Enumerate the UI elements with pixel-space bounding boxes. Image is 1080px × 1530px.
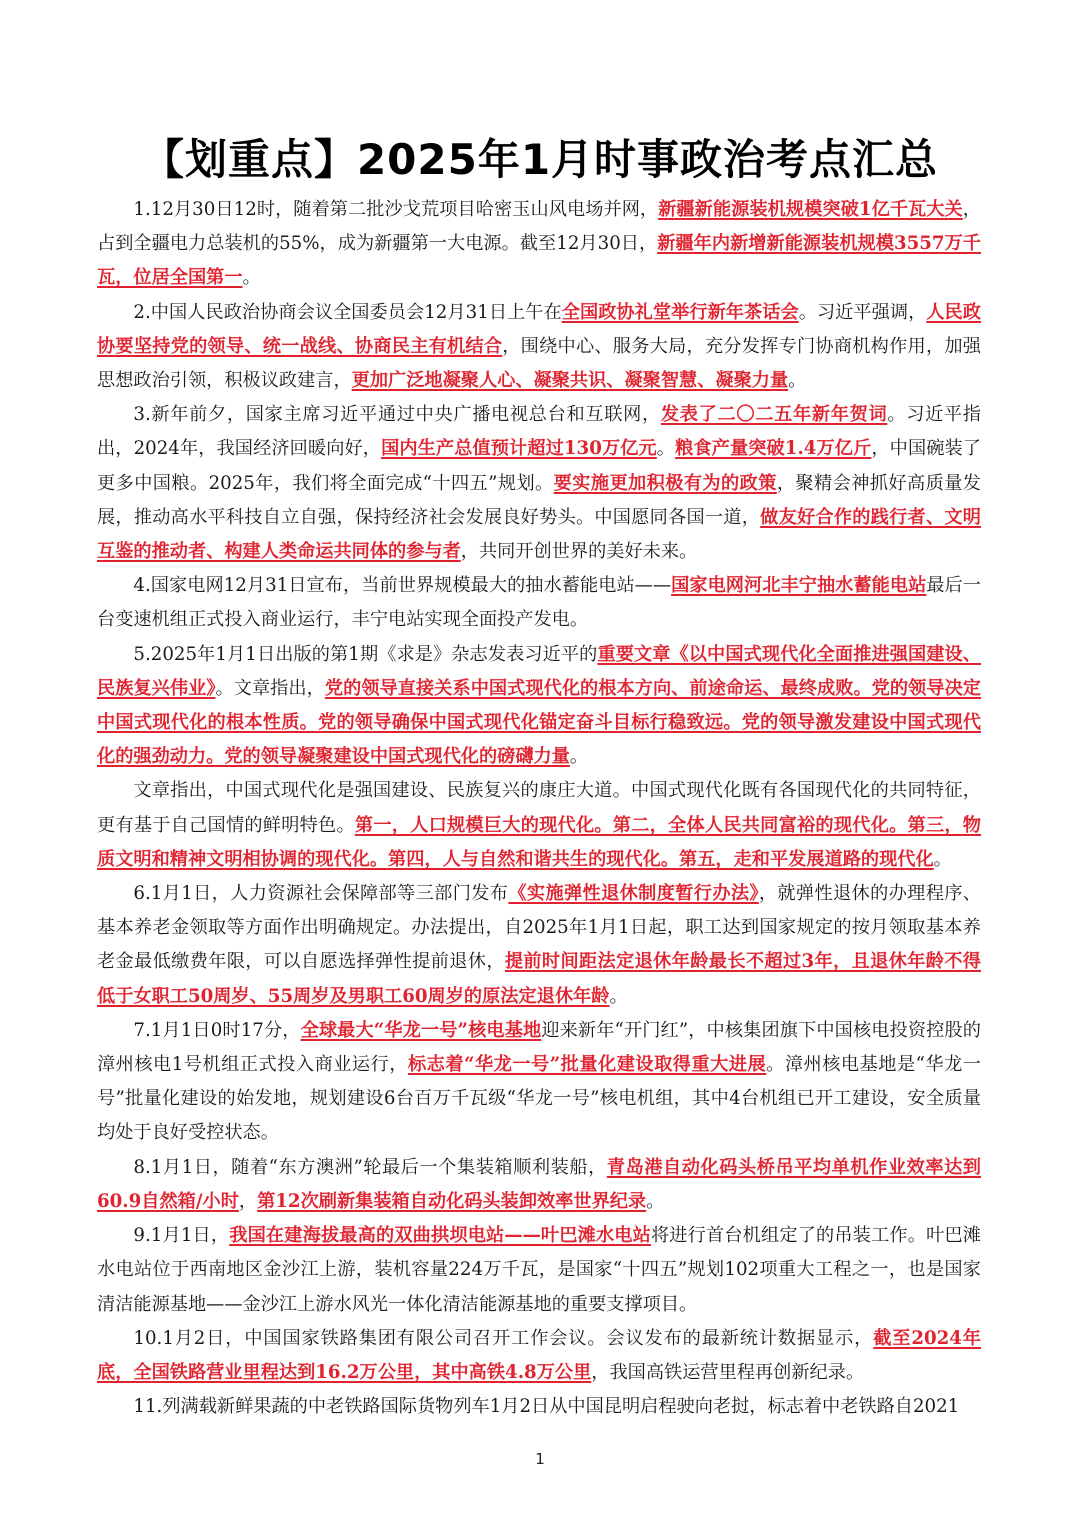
body-text: 。 [646,1190,665,1212]
body-text: 5.2025年1月1日出版的第1期《求是》杂志发表习近平的 [133,643,598,665]
body-text: 。文章指出， [215,677,325,699]
highlighted-text: 截至2024年底，全国铁路营业里程达到16.2万公里，其中高铁4.8万公里 [97,1327,981,1383]
body-text: 。 [788,370,807,392]
body-text: 最后一台变速机组正式投入商业运行，丰宁电站实现全面投产发电。 [97,575,981,631]
article-body [97,193,981,1424]
highlighted-text: 新疆年内新增新能源装机规模3557万千瓦，位居全国第一 [97,233,981,289]
body-text: 文章指出，中国式现代化是强国建设、民族复兴的康庄大道。中国式现代化既有各国现代化的共同特征，更有基于自己国情的鲜明特色。 [97,780,981,836]
body-text: 2.中国人民政治协商会议全国委员会12月31日上午在 [133,301,562,323]
page-number: 1 [535,1450,545,1468]
body-text: 9.1月1日， [133,1225,230,1247]
body-text: 1.12月30日12时，随着第二批沙戈荒项目哈密玉山风电场并网， [133,199,659,220]
highlighted-text: 更加广泛地凝聚人心、凝聚共识、凝聚智慧、凝聚力量 [351,370,789,392]
body-text: 。 [656,438,676,460]
highlighted-text: 全球最大“华龙一号”核电基地 [300,1019,542,1041]
body-text: ， [238,1190,258,1212]
paragraph-6 [97,774,981,877]
highlighted-text: 青岛港自动化码头桥吊平均单机作业效率达到60.9自然箱/小时 [97,1156,981,1212]
body-text: 。习近平强调， [798,301,927,323]
body-text: ，聚精会神抓好高质量发展，推动高水平科技自立自强，保持经济社会发展良好势头。中国愿同各国一道， [97,472,981,528]
paragraph-3 [97,398,981,569]
highlighted-text: 第一，人口规模巨大的现代化。第二，全体人民共同富裕的现代化。第三，物质文明和精神文明相协调的现代化。第四，人与自然和谐共生的现代化。第五，走和平发展道路的现代化 [97,814,981,870]
highlighted-text: 发表了二〇二五年新年贺词 [660,404,888,426]
highlighted-text: 标志着“华龙一号”批量化建设取得重大进展 [407,1054,767,1076]
page-title: 【划重点】2025年1月时事政治考点汇总 [141,135,939,184]
body-text: 7.1月1日0时17分， [133,1019,301,1041]
body-text: 4.国家电网12月31日宣布，当前世界规模最大的抽水蓄能电站—— [133,575,672,597]
body-text: ，就弹性退休的办理程序、基本养老金领取等方面作出明确规定。办法提出，自2025年1月1日起，职工达到国家规定的按月领取基本养老金最低缴费年限，可以自愿选择弹性提前退休， [97,883,981,973]
highlighted-text: 《实施弹性退休制度暂行办法》 [508,883,759,905]
body-text: 。漳州核电基地是“华龙一号”批量化建设的始发地，规划建设6台百万千瓦级“华龙一号”核电机组，其中4台机组已开工建设，安全质量均处于良好受控状态。 [97,1054,981,1144]
paragraph-4 [97,569,981,637]
highlighted-text: 做友好合作的践行者、文明互鉴的推动者、构建人类命运共同体的参与者 [97,506,981,563]
paragraph-7 [97,877,981,1014]
body-text: ，我国高铁运营里程再创新纪录。 [591,1361,865,1383]
highlighted-text: 人民政协要坚持党的领导、统一战线、协商民主有机结合 [97,301,981,357]
paragraph-11 [97,1322,981,1390]
paragraph-5 [97,638,981,775]
body-text: 。习近平指出，2024年，我国经济回暖向好， [97,404,981,460]
paragraph-9 [97,1151,981,1219]
highlighted-text: 粮食产量突破1.4万亿斤 [675,438,872,460]
body-text: 10.1月2日，中国国家铁路集团有限公司召开工作会议。会议发布的最新统计数据显示， [133,1327,874,1349]
body-text: ，围绕中心、服务大局，充分发挥专门协商机构作用，加强思想政治引领，积极议政建言， [97,335,981,392]
paragraph-8 [97,1014,981,1151]
highlighted-text: 我国在建海拔最高的双曲拱坝电站——叶巴滩水电站 [229,1225,651,1247]
highlighted-text: 重要文章《以中国式现代化全面推进强国建设、民族复兴伟业》 [97,643,981,699]
body-text: 迎来新年“开门红”，中核集团旗下中国核电投资控股的漳州核电1号机组正式投入商业运行， [97,1019,981,1076]
body-text: 。 [933,848,952,870]
highlighted-text: 全国政协礼堂举行新年茶话会 [561,301,799,323]
body-text: ，中国碗装了更多中国粮。2025年，我们将全面完成“十四五”规划。 [97,438,981,494]
highlighted-text: 国家电网河北丰宁抽水蓄能电站 [671,575,927,597]
paragraph-12 [97,1390,981,1424]
body-text: 6.1月1日，人力资源社会保障部等三部门发布 [133,883,509,905]
body-text: 3.新年前夕，国家主席习近平通过中央广播电视总台和互联网， [133,404,661,426]
body-text: ，占到全疆电力总装机的55%，成为新疆第一大电源。截至12月30日， [97,199,981,255]
body-text: 。 [242,267,261,289]
highlighted-text: 提前时间距法定退休年龄最长不超过3年，且退休年龄不得低于女职工50周岁、55周岁及男职工60周岁的原法定退休年龄 [97,951,981,1007]
paragraph-1 [97,193,981,296]
body-text: 。 [609,985,628,1007]
body-text: 将进行首台机组定了的吊装工作。叶巴滩水电站位于西南地区金沙江上游，装机容量224万千瓦，是国家“十四五”规划102项重大工程之一，也是国家清洁能源基地——金沙江上游水风光一体化清洁能源基地的重要支撑项目。 [97,1225,981,1315]
body-text: 11.列满载新鲜果蔬的中老铁路国际货物列车1月2日从中国昆明启程驶向老挝，标志着中老铁路自2021 [133,1396,960,1418]
highlighted-text: 国内生产总值预计超过130万亿元 [381,438,657,460]
body-text: ，共同开创世界的美好未来。 [460,541,698,563]
highlighted-text: 新疆新能源装机规模突破1亿千瓦大关 [658,199,963,220]
highlighted-text: 党的领导直接关系中国式现代化的根本方向、前途命运、最终成败。党的领导决定中国式现代化的根本性质。党的领导确保中国式现代化锚定奋斗目标行稳致远。党的领导激发建设中国式现代化的强劲动力。党的领导凝聚建设中国式现代化的磅礴力量 [97,677,981,768]
paragraph-2 [97,296,981,399]
body-text: 。 [569,746,589,768]
paragraph-10 [97,1219,981,1322]
highlighted-text: 第12次刷新集装箱自动化码头装卸效率世界纪录 [257,1190,647,1212]
body-text: 8.1月1日，随着“东方澳洲”轮最后一个集装箱顺利装船， [133,1156,607,1178]
highlighted-text: 要实施更加积极有为的政策 [553,472,777,494]
